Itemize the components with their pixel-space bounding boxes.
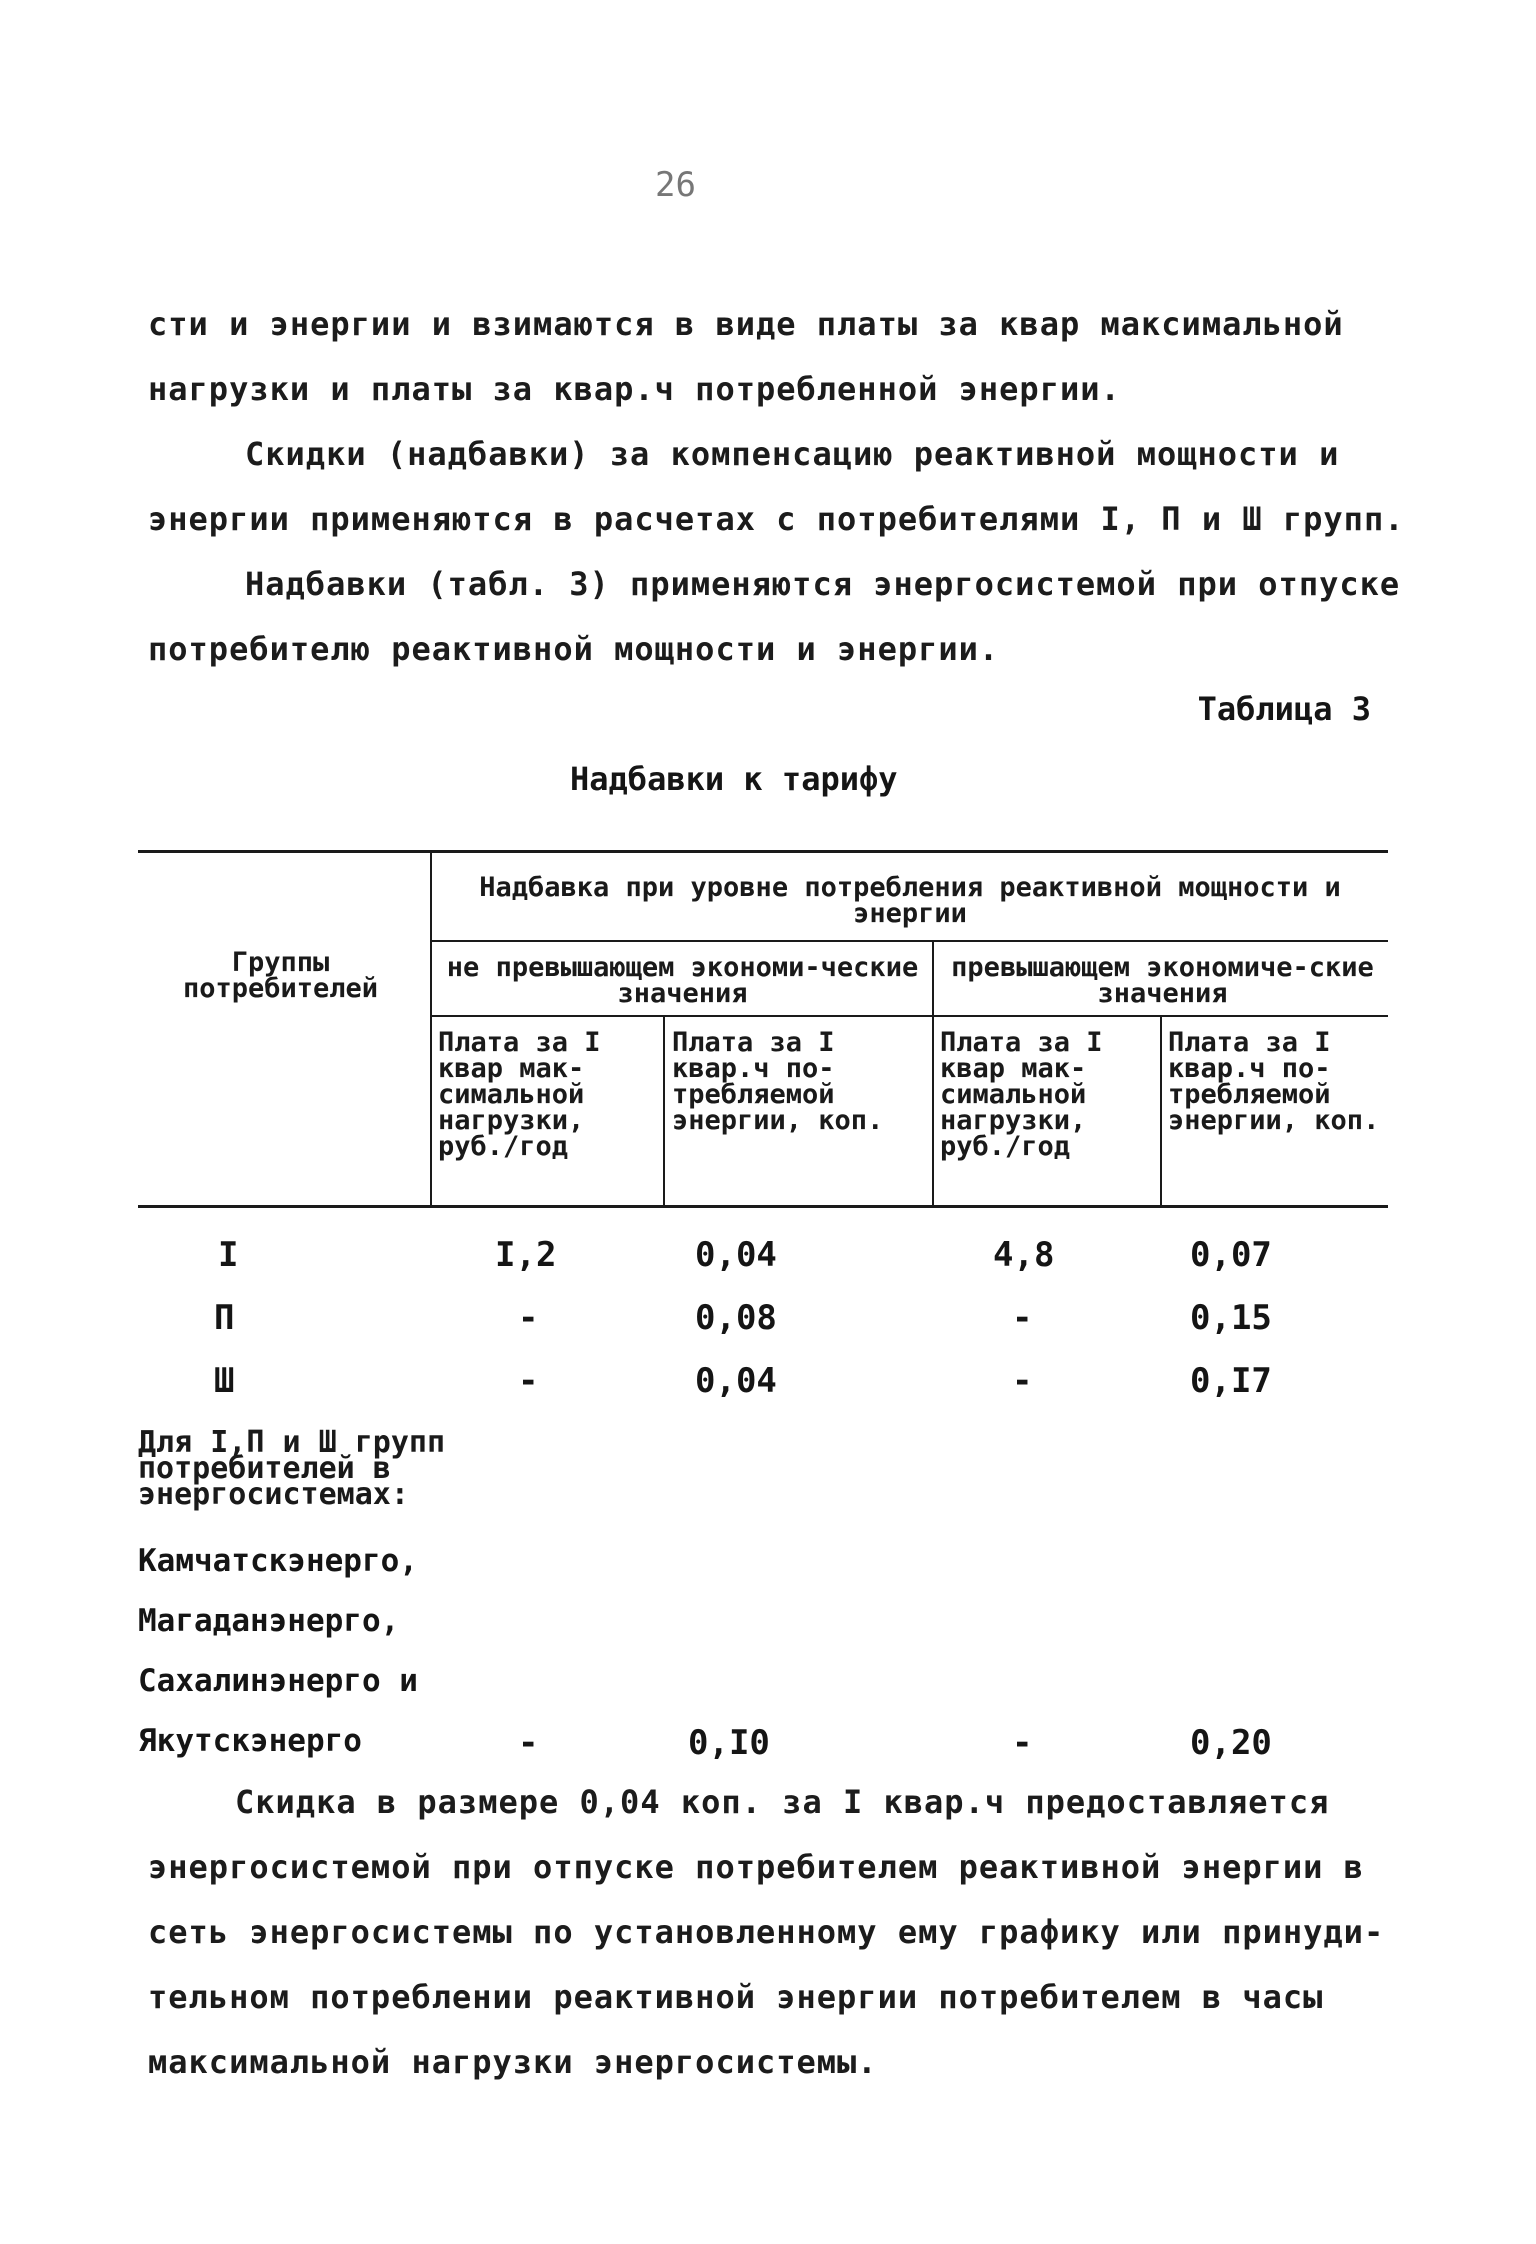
column-rule: [932, 942, 934, 1205]
special-group-text: Сахалинэнерго и: [138, 1663, 418, 1699]
paragraph-line: сти и энергии и взимаются в виде платы за квар максимальной: [148, 305, 1344, 343]
paragraph-line: Скидка в размере 0,04 коп. за I квар.ч предоставляется: [235, 1783, 1330, 1821]
special-group-text: потребителей в: [138, 1451, 391, 1486]
value-cell: -: [1012, 1723, 1033, 1763]
value-cell: -: [518, 1361, 539, 1401]
special-group-text: Камчатскэнерго,: [138, 1543, 418, 1579]
value-cell: 0,15: [1190, 1298, 1272, 1338]
header-divider: [430, 1015, 1388, 1017]
column-rule: [663, 1015, 665, 1205]
value-cell: 0,04: [695, 1235, 777, 1275]
table-top-rule: [138, 850, 1388, 853]
value-cell: -: [518, 1298, 539, 1338]
value-cell: 4,8: [993, 1235, 1055, 1275]
paragraph-line: Надбавки (табл. 3) применяются энергосистемой при отпуске: [245, 565, 1401, 603]
paragraph-line: потребителю реактивной мощности и энергии.: [148, 630, 1000, 668]
subheader-exceeding: превышающем экономиче-ские значения: [951, 952, 1374, 1009]
group-column-header: Группы потребителей: [182, 947, 379, 1004]
special-group-text: Для I,П и Ш групп: [138, 1425, 446, 1460]
page-number: 26: [655, 165, 696, 205]
subheader-not-exceeding: не превышающем экономи-ческие значения: [446, 952, 919, 1009]
column-header-4: Плата за I квар.ч по-требляемой энергии, коп.: [1168, 1027, 1380, 1136]
group-cell: I: [218, 1235, 239, 1275]
column-rule: [430, 850, 432, 1205]
paragraph-line: сеть энергосистемы по установленному ему графику или принуди-: [148, 1913, 1385, 1951]
column-rule: [1160, 1015, 1162, 1205]
paragraph-line: максимальной нагрузки энергосистемы.: [148, 2043, 878, 2081]
value-cell: 0,I7: [1190, 1361, 1272, 1401]
surcharge-header: Надбавка при уровне потребления реактивной мощности и энергии: [479, 872, 1341, 929]
table-number: Таблица 3: [1197, 690, 1371, 728]
value-cell: -: [1012, 1298, 1033, 1338]
value-cell: 0,I0: [688, 1723, 770, 1763]
value-cell: 0,04: [695, 1361, 777, 1401]
group-cell: П: [214, 1298, 235, 1338]
value-cell: 0,20: [1190, 1723, 1272, 1763]
header-divider: [430, 940, 1388, 942]
value-cell: 0,08: [695, 1298, 777, 1338]
table-title: Надбавки к тарифу: [570, 760, 898, 798]
special-group-text: Магаданэнерго,: [138, 1603, 400, 1639]
value-cell: 0,07: [1190, 1235, 1272, 1275]
value-cell: -: [518, 1723, 539, 1763]
special-group-text: энергосистемах:: [138, 1477, 409, 1512]
paragraph-line: энергосистемой при отпуске потребителем реактивной энергии в: [148, 1848, 1364, 1886]
paragraph-line: энергии применяются в расчетах с потребителями I, П и Ш групп.: [148, 500, 1405, 538]
special-group-text: Якутскэнерго: [138, 1723, 362, 1759]
paragraph-line: нагрузки и платы за квар.ч потребленной энергии.: [148, 370, 1121, 408]
column-header-3: Плата за I квар мак-симальной нагрузки, руб./год: [940, 1027, 1103, 1162]
paragraph-line: Скидки (надбавки) за компенсацию реактивной мощности и: [245, 435, 1340, 473]
paragraph-line: тельном потреблении реактивной энергии потребителем в часы: [148, 1978, 1324, 2016]
table-header-bottom-rule: [138, 1205, 1388, 1208]
column-header-1: Плата за I квар мак-симальной нагрузки, руб./год: [438, 1027, 601, 1162]
column-header-2: Плата за I квар.ч по-требляемой энергии, коп.: [672, 1027, 884, 1136]
value-cell: I,2: [495, 1235, 557, 1275]
group-cell: Ш: [214, 1361, 235, 1401]
value-cell: -: [1012, 1361, 1033, 1401]
